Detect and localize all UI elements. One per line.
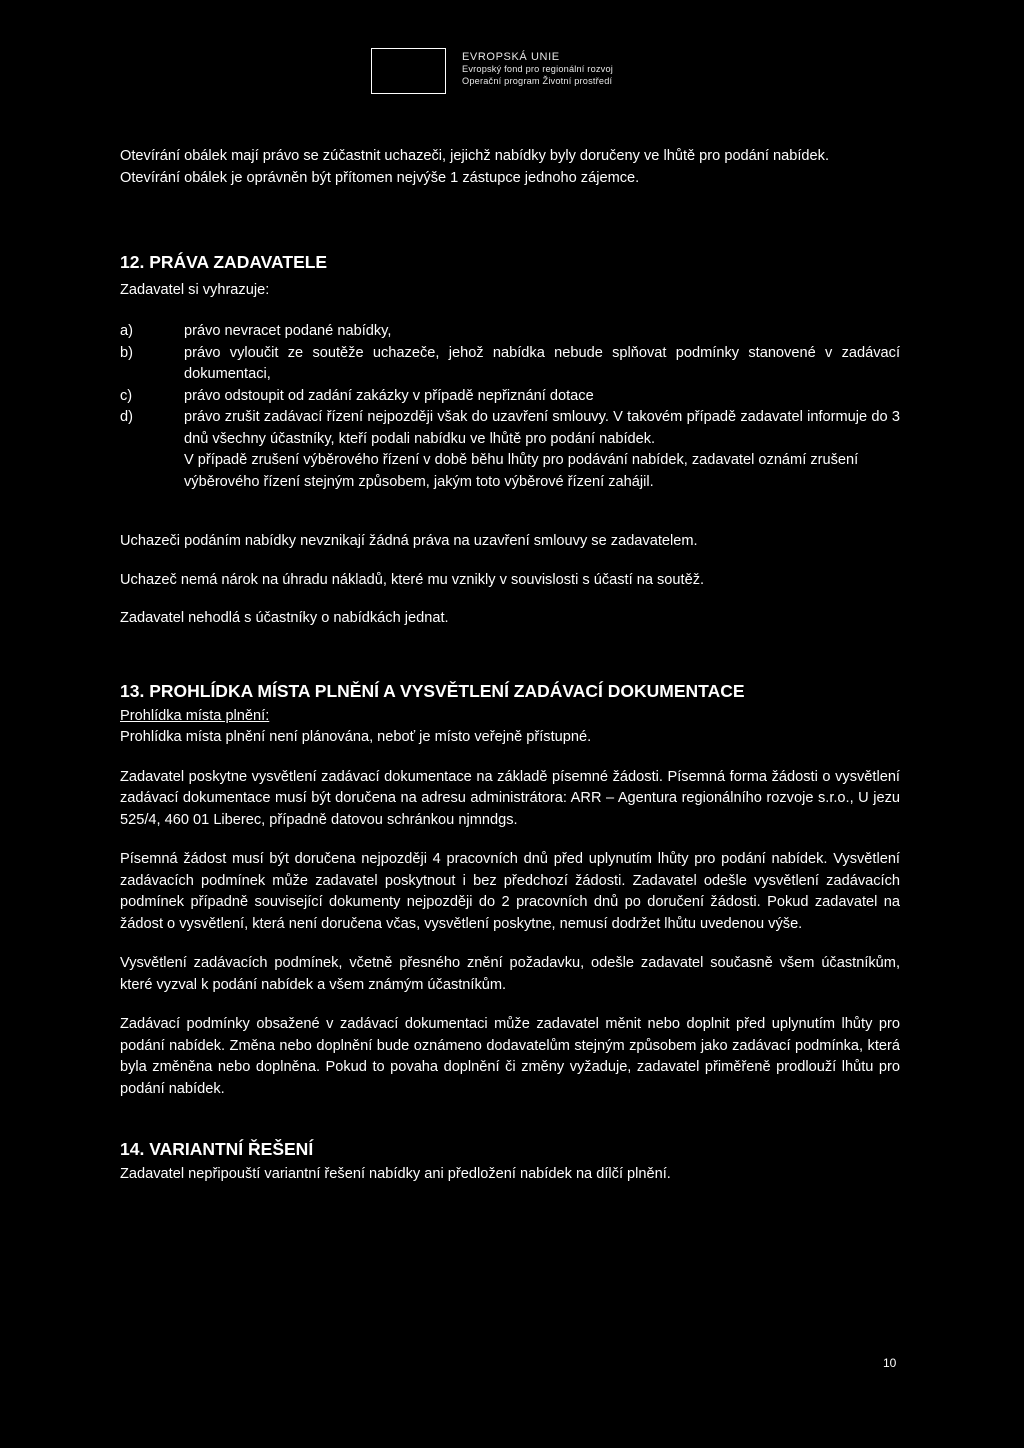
section-12-paragraph-3: Zadavatel nehodlá s účastníky o nabídkách jednat.: [120, 610, 449, 626]
intro-line-1: Otevírání obálek mají právo se zúčastnit uchazeči, jejichž nabídky byly doručeny ve lhůtě pro podání nabídek.: [120, 148, 830, 164]
eu-header-line2: Evropský fond pro regionální rozvoj: [462, 64, 614, 74]
list-item-text: právo vyloučit ze soutěže uchazeče, jehož nabídka nebude splňovat podmínky stanovené v zadávací dokumentaci,: [184, 344, 900, 382]
section-13-title: 13. PROHLÍDKA MÍSTA PLNĚNÍ A VYSVĚTLENÍ ZADÁVACÍ DOKUMENTACE: [120, 680, 745, 701]
list-item-text-continued: V případě zrušení výběrového řízení v době běhu lhůty pro podávání nabídek, zadavatel oznámí zrušení výběrového řízení stejným způsobem, jakým toto výběrové řízení zahájil.: [184, 452, 859, 490]
list-marker: c): [120, 387, 133, 404]
list-item: [120, 407, 900, 493]
list-marker: a): [120, 323, 133, 339]
section-13-paragraph-1: Zadavatel poskytne vysvětlení zadávací dokumentace na základě písemné žádosti. Písemná forma žádosti o vysvětlení zadávací dokumentace musí být doručena na adresu administrátora: ARR – Agentura regionálního rozvoje s.r.o., U jezu 525/4, 460 01 Liberec, případně datovou schránkou njmndgs.: [120, 768, 900, 828]
list-item: [120, 386, 900, 408]
section-14-title: 14. VARIANTNÍ ŘEŠENÍ: [120, 1139, 314, 1159]
section-12-title: 12. PRÁVA ZADAVATELE: [120, 252, 328, 272]
intro-paragraph: [120, 146, 900, 189]
list-item: [120, 343, 900, 386]
section-13-paragraph-2: Písemná žádost musí být doručena nejpozději 4 pracovních dnů před uplynutím lhůty pro podání nabídek. Vysvětlení zadávacích podmínek může zadavatel poskytnout i bez předchozí žádosti. Zadavatel odešle vysvětlení zadávacích podmínek případně související dokumenty nejpozději do 2 pracovních dnů po doručení žádosti. Pokud zadavatel na žádost o vysvětlení, která není doručena včas, vysvětlení poskytne, nemusí dodržet lhůtu uvedenou výše.: [120, 851, 900, 932]
list-item-text: právo nevracet podané nabídky,: [184, 323, 392, 339]
document-body: [120, 146, 900, 1186]
section-13-subheading: Prohlídka místa plnění:: [120, 707, 270, 724]
section-14-text: Zadavatel nepřipouští variantní řešení nabídky ani předložení nabídek na dílčí plnění.: [120, 1166, 671, 1182]
section-12-paragraph-2: Uchazeč nemá nárok na úhradu nákladů, které mu vznikly v souvislosti s účastí na soutěž.: [120, 571, 705, 588]
eu-header-text: [462, 51, 613, 87]
list-marker: b): [120, 344, 133, 361]
eu-flag-logo: [371, 48, 446, 94]
page-number: 10: [883, 1356, 897, 1370]
section-12-lead: Zadavatel si vyhrazuje:: [120, 282, 270, 298]
eu-header-line1: EVROPSKÁ UNIE: [462, 51, 560, 63]
list-marker: d): [120, 409, 133, 425]
eu-header-line3: Operační program Životní prostředí: [462, 76, 613, 86]
section-13-subtext: Prohlídka místa plnění není plánována, neboť je místo veřejně přístupné.: [120, 729, 592, 745]
section-12-paragraph-1: Uchazeči podáním nabídky nevznikají žádná práva na uzavření smlouvy se zadavatelem.: [120, 533, 698, 549]
intro-line-2: Otevírání obálek je oprávněn být přítomen nejvýše 1 zástupce jednoho zájemce.: [120, 169, 640, 186]
section-13-paragraph-3: Vysvětlení zadávacích podmínek, včetně přesného znění požadavku, odešle zadavatel současně všem účastníkům, které vyzval k podání nabídek a všem známým účastníkům.: [120, 955, 900, 993]
list-item-text: právo odstoupit od zadání zakázky v případě nepřiznání dotace: [184, 387, 594, 404]
section-13-paragraph-4: Zadávací podmínky obsažené v zadávací dokumentaci může zadavatel měnit nebo doplnit před uplynutím lhůty pro podání nabídek. Změna nebo doplnění bude oznámeno dodavatelům stejným způsobem jako zadávací podmínka, která byla změněna nebo doplněna. Pokud to povaha doplnění či změny vyžaduje, zadavatel přiměřeně prodlouží lhůtu pro podání nabídek.: [120, 1016, 900, 1097]
list-item: [120, 321, 900, 343]
section-12-rights-list: [120, 321, 900, 493]
list-item-text: právo zrušit zadávací řízení nejpozději však do uzavření smlouvy. V takovém případě zadavatel informuje do 3 dnů všechny účastníky, kteří podali nabídku ve lhůtě pro podání nabídek.: [184, 409, 900, 447]
